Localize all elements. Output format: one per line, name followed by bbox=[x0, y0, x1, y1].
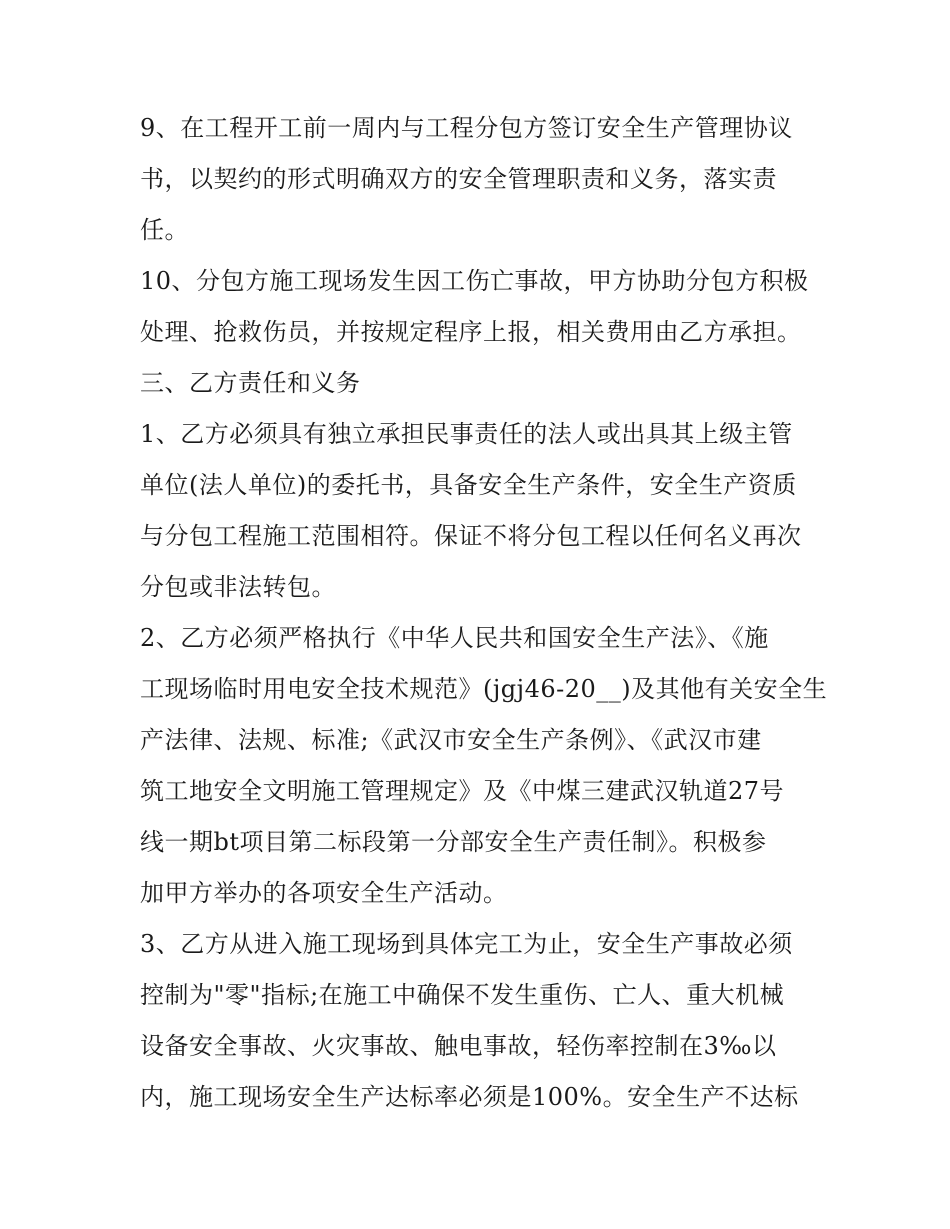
text-line: 分包或非法转包。 bbox=[140, 573, 336, 601]
text-line: 内，施工现场安全生产达标率必须是100%。安全生产不达标 bbox=[140, 1083, 799, 1111]
text-line: 与分包工程施工范围相符。保证不将分包工程以任何名义再次 bbox=[140, 522, 802, 550]
section-heading: 三、乙方责任和义务 bbox=[140, 369, 361, 397]
document-body bbox=[140, 103, 828, 1123]
text-line: 1、乙方必须具有独立承担民事责任的法人或出具其上级主管 bbox=[140, 420, 793, 448]
text-line: 产法律、法规、标准;《武汉市安全生产条例》、《武汉市建 bbox=[140, 726, 762, 754]
text-line: 书，以契约的形式明确双方的安全管理职责和义务，落实责 bbox=[140, 165, 777, 193]
text-line: 设备安全事故、火灾事故、触电事故，轻伤率控制在3‰以 bbox=[140, 1032, 777, 1060]
text-line: 10、分包方施工现场发生因工伤亡事故，甲方协助分包方积极 bbox=[140, 267, 809, 295]
text-line: 筑工地安全文明施工管理规定》及《中煤三建武汉轨道27号 bbox=[140, 777, 785, 805]
text-line: 任。 bbox=[140, 216, 189, 244]
text-line: 2、乙方必须严格执行《中华人民共和国安全生产法》、《施 bbox=[140, 624, 769, 652]
text-line: 9、在工程开工前一周内与工程分包方签订安全生产管理协议 bbox=[140, 114, 793, 142]
text-line: 处理、抢救伤员，并按规定程序上报，相关费用由乙方承担。 bbox=[140, 318, 802, 346]
text-line: 线一期bt项目第二标段第一分部安全生产责任制》。积极参 bbox=[140, 828, 767, 856]
text-line: 加甲方举办的各项安全生产活动。 bbox=[140, 879, 508, 907]
text-line: 工现场临时用电安全技术规范》(jgj46-20__)及其他有关安全生 bbox=[140, 675, 828, 703]
text-line: 3、乙方从进入施工现场到具体完工为止，安全生产事故必须 bbox=[140, 930, 793, 958]
text-line: 单位(法人单位)的委托书，具备安全生产条件，安全生产资质 bbox=[140, 471, 797, 499]
text-line: 控制为"零"指标;在施工中确保不发生重伤、亡人、重大机械 bbox=[140, 981, 785, 1009]
